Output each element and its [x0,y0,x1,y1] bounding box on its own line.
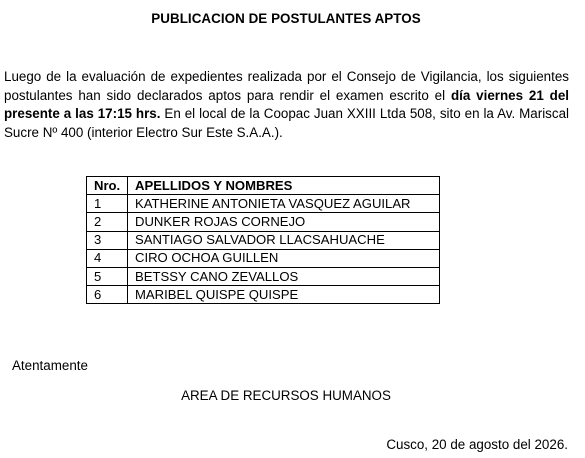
row-name: KATHERINE ANTONIETA VASQUEZ AGUILAR [128,195,440,213]
table-row [87,213,440,231]
table-row [87,231,440,249]
paragraph-part-2: En el local de la Coopac Juan XXIII Ltda 508, sito en la Av. Mariscal Sucre Nº 400 (interior Electro Sur Este S.A.A.). [4,106,569,140]
row-name: SANTIAGO SALVADOR LLACSAHUACHE [128,231,440,249]
paragraph-bold-date: día viernes 21 del presente a las 17:15 hrs. [4,87,570,121]
paragraph-part-1: Luego de la evaluación de expedientes realizada por el Consejo de Vigilancia, los siguientes postulantes han sido declarados aptos para rendir el examen escrito el [4,69,569,103]
table-row [87,267,440,285]
closing-greeting: Atentamente [12,358,88,373]
table-row [87,195,440,213]
row-number: 4 [87,249,128,267]
header-names: APELLIDOS Y NOMBRES [128,177,440,195]
row-name: BETSSY CANO ZEVALLOS [128,267,440,285]
table-header-row [87,177,440,195]
table-row [87,249,440,267]
row-name: CIRO OCHOA GUILLEN [128,249,440,267]
row-name: MARIBEL QUISPE QUISPE [128,286,440,304]
department-signature: AREA DE RECURSOS HUMANOS [181,388,391,403]
row-number: 2 [87,213,128,231]
row-number: 3 [87,231,128,249]
row-number: 1 [87,195,128,213]
announcement-paragraph [4,68,569,142]
place-and-date: Cusco, 20 de agosto del 2026. [386,437,568,452]
row-number: 5 [87,267,128,285]
row-name: DUNKER ROJAS CORNEJO [128,213,440,231]
header-number: Nro. [87,177,128,195]
table-row [87,286,440,304]
applicants-table [86,176,440,304]
row-number: 6 [87,286,128,304]
document-title: PUBLICACION DE POSTULANTES APTOS [151,11,421,26]
